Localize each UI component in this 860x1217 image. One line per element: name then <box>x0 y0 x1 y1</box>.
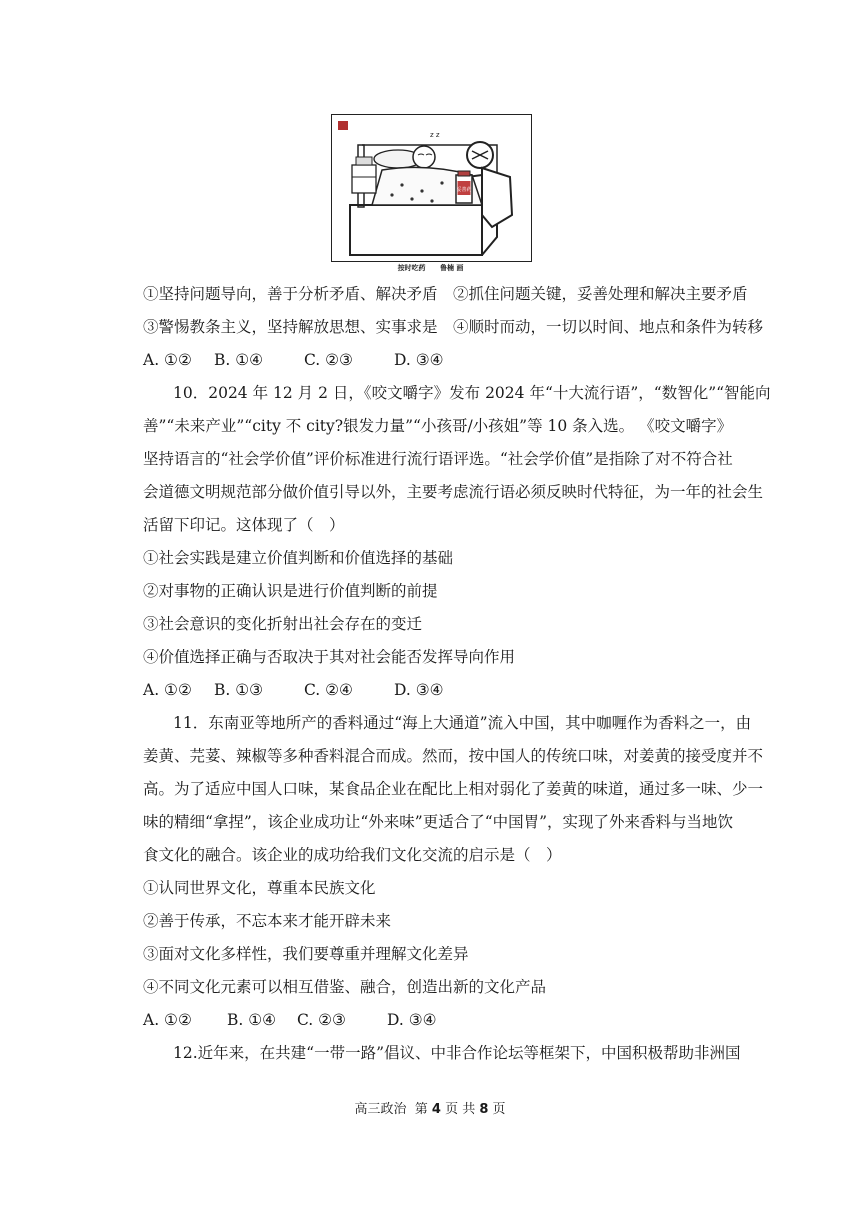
q10-stem-line-4: 会道德文明规范部分做价值引导以外，主要考虑流行语必须反映时代特征，为一年的社会生 <box>143 483 764 501</box>
q11-stem-line-1: 11．东南亚等地所产的香料通过“海上大通道”流入中国，其中咖喱作为香料之一，由 <box>173 714 752 732</box>
footer-page-suffix: 页 <box>492 1102 506 1117</box>
cartoon-figure <box>331 114 532 262</box>
caption-title: 按时吃药 <box>397 264 426 272</box>
footer-page-total: 8 <box>479 1102 489 1117</box>
q11-stem-line-3: 高。为了适应中国人口味，某食品企业在配比上相对弱化了姜黄的味道，通过多一味、少一 <box>143 780 764 798</box>
q11-statement-1: ①认同世界文化，尊重本民族文化 <box>143 879 376 897</box>
q10-option-d[interactable]: D. ③④ <box>394 681 444 699</box>
q9-option-b[interactable]: B. ①④ <box>214 351 264 369</box>
q10-statement-1: ①社会实践是建立价值判断和价值选择的基础 <box>143 549 454 567</box>
q10-stem-line-1: 10．2024 年 12 月 2 日，《咬文嚼字》发布 2024 年“十大流行语”，“数智化”“智能向 <box>173 384 771 402</box>
q9-options <box>143 350 444 370</box>
q11-stem-line-5: 食文化的融合。该企业的成功给我们文化交流的启示是（ ） <box>143 846 562 864</box>
q10-statement-4: ④价值选择正确与否取决于其对社会能否发挥导向作用 <box>143 648 516 666</box>
q9-option-d[interactable]: D. ③④ <box>394 351 444 369</box>
cartoon-illustration <box>332 115 531 261</box>
footer-page-mid: 页 共 <box>445 1102 476 1117</box>
svg-text:z z: z z <box>430 131 440 139</box>
q10-options <box>143 680 444 700</box>
q10-option-c[interactable]: C. ②④ <box>304 681 353 699</box>
q11-statement-3: ③面对文化多样性，我们要尊重并理解文化差异 <box>143 945 469 963</box>
bottle-label: 妥善药 <box>456 187 472 193</box>
q11-option-d[interactable]: D. ③④ <box>387 1011 437 1029</box>
q10-statement-3: ③社会意识的变化折射出社会存在的变迁 <box>143 615 423 633</box>
q10-option-a[interactable]: A. ①② <box>143 681 192 699</box>
caption-author: 鲁楠 画 <box>440 264 464 272</box>
footer-page-prefix: 第 <box>414 1102 428 1117</box>
q10-stem-line-2: 善”“未来产业”“city 不 city?银发力量”“小孩哥/小孩姐”等 10 条入选。 《咬文嚼字》 <box>143 417 733 435</box>
q11-options <box>143 1010 437 1030</box>
q9-statement-line-1: ①坚持问题导向，善于分析矛盾、解决矛盾 ②抓住问题关键，妥善处理和解决主要矛盾 <box>143 285 748 303</box>
q12-stem-line-1: 12.近年来，在共建“一带一路”倡议、中非合作论坛等框架下，中国积极帮助非洲国 <box>173 1044 741 1062</box>
q11-stem-line-4: 味的精细“拿捏”，该企业成功让“外来味”更适合了“中国胃”，实现了外来香料与当地饮 <box>143 813 734 831</box>
q11-option-c[interactable]: C. ②③ <box>297 1011 346 1029</box>
q10-stem-line-5: 活留下印记。这体现了（ ） <box>143 516 345 534</box>
q11-statement-4: ④不同文化元素可以相互借鉴、融合，创造出新的文化产品 <box>143 978 547 996</box>
q10-stem-line-3: 坚持语言的“社会学价值”评价标准进行流行语评选。“社会学价值”是指除了对不符合社 <box>143 450 733 468</box>
q11-option-b[interactable]: B. ①④ <box>227 1011 277 1029</box>
figure-caption <box>331 263 530 273</box>
q9-statement-line-2: ③警惕教条主义，坚持解放思想、实事求是 ④顺时而动，一切以时间、地点和条件为转移 <box>143 318 764 336</box>
q10-option-b[interactable]: B. ①③ <box>214 681 264 699</box>
page-footer <box>0 1098 860 1117</box>
footer-page-number: 4 <box>431 1102 441 1117</box>
q11-option-a[interactable]: A. ①② <box>143 1011 192 1029</box>
footer-subject: 高三政治 <box>354 1102 407 1117</box>
q11-stem-line-2: 姜黄、芫荽、辣椒等多种香料混合而成。然而，按中国人的传统口味，对姜黄的接受度并不 <box>143 747 764 765</box>
q9-option-a[interactable]: A. ①② <box>143 351 192 369</box>
q9-option-c[interactable]: C. ②③ <box>304 351 353 369</box>
q11-statement-2: ②善于传承，不忘本来才能开辟未来 <box>143 912 392 930</box>
q10-statement-2: ②对事物的正确认识是进行价值判断的前提 <box>143 582 438 600</box>
